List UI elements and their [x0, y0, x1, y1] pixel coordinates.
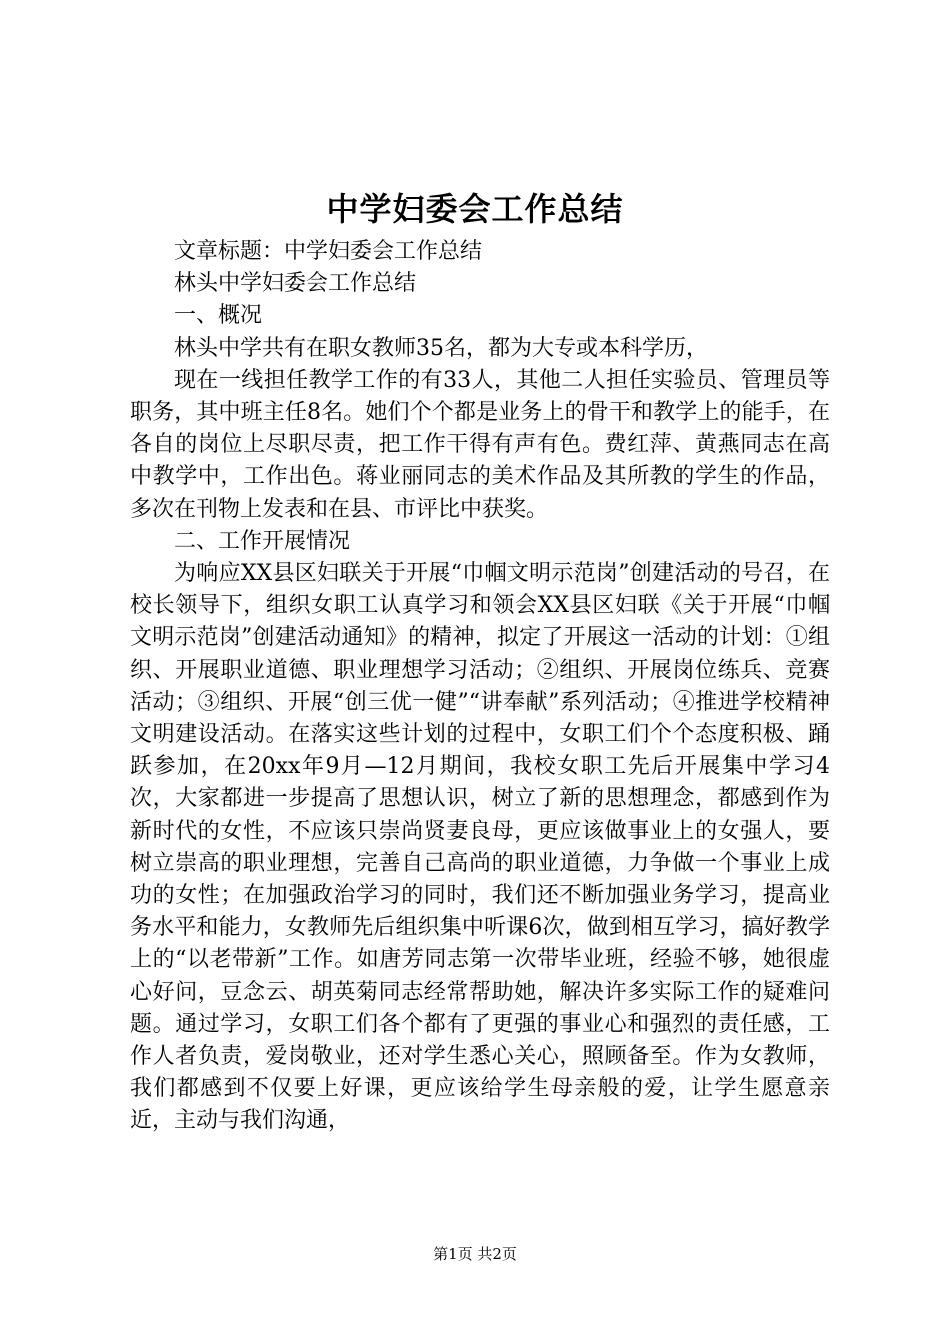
- paragraph-subtitle: 林头中学妇委会工作总结: [174, 271, 417, 297]
- section-heading-overview: 一、概况: [174, 303, 263, 329]
- paragraph-overview-2: 现在一线担任教学工作的有33人，其他二人担任实验员、管理员等职务，其中班主任8名。她们个个都是业务上的骨干和教学上的能手，在各自的岗位上尽职尽责，把工作干得有声有色。费红萍、黄燕同志在高中教学中，工作出色。蒋业丽同志的美术作品及其所教的学生的作品，多次在刊物上发表和在县、市评比中获奖。: [130, 367, 830, 522]
- paragraph-work: 为响应XX县区妇联关于开展“巾帼文明示范岗”创建活动的号召，在校长领导下，组织女职工认真学习和领会XX县区妇联《关于开展“巾帼文明示范岗”创建活动通知》的精神，拟定了开展这一活动的计划：①组织、开展职业道德、职业理想学习活动；②组织、开展岗位练兵、竞赛活动；③组织、开展“创三优一健”“讲奉献”系列活动；④推进学校精神文明建设活动。在落实这些计划的过程中，女职工们个个态度积极、踊跃参加，在20xx年9月—12月期间，我校女职工先后开展集中学习4次，大家都进一步提高了思想认识，树立了新的思想理念，都感到作为新时代的女性，不应该只崇尚贤妻良母，更应该做事业上的女强人，要树立崇高的职业理想，完善自己高尚的职业道德，力争做一个事业上成功的女性；在加强政治学习的同时，我们还不断加强业务学习，提高业务水平和能力，女教师先后组织集中听课6次，做到相互学习，搞好教学上的“以老带新”工作。如唐芳同志第一次带毕业班，经验不够，她很虚心好问，豆念云、胡英菊同志经常帮助她，解决许多实际工作的疑难问题。通过学习，女职工们各个都有了更强的事业心和强烈的责任感，工作人者负责，爱岗敬业，还对学生悉心关心，照顾备至。作为女教师，我们都感到不仅要上好课，更应该给学生母亲般的爱，让学生愿意亲近，主动与我们沟通，: [130, 561, 830, 1134]
- document-body: [130, 236, 830, 1138]
- page-number: 第1页 共2页: [433, 1245, 517, 1263]
- paragraph-article-title: 文章标题：中学妇委会工作总结: [174, 239, 483, 264]
- document-title: 中学妇委会工作总结: [326, 190, 624, 228]
- paragraph-overview-1: 林头中学共有在职女教师35名，都为大专或本科学历，: [174, 335, 708, 361]
- section-heading-work: 二、工作开展情况: [174, 528, 351, 554]
